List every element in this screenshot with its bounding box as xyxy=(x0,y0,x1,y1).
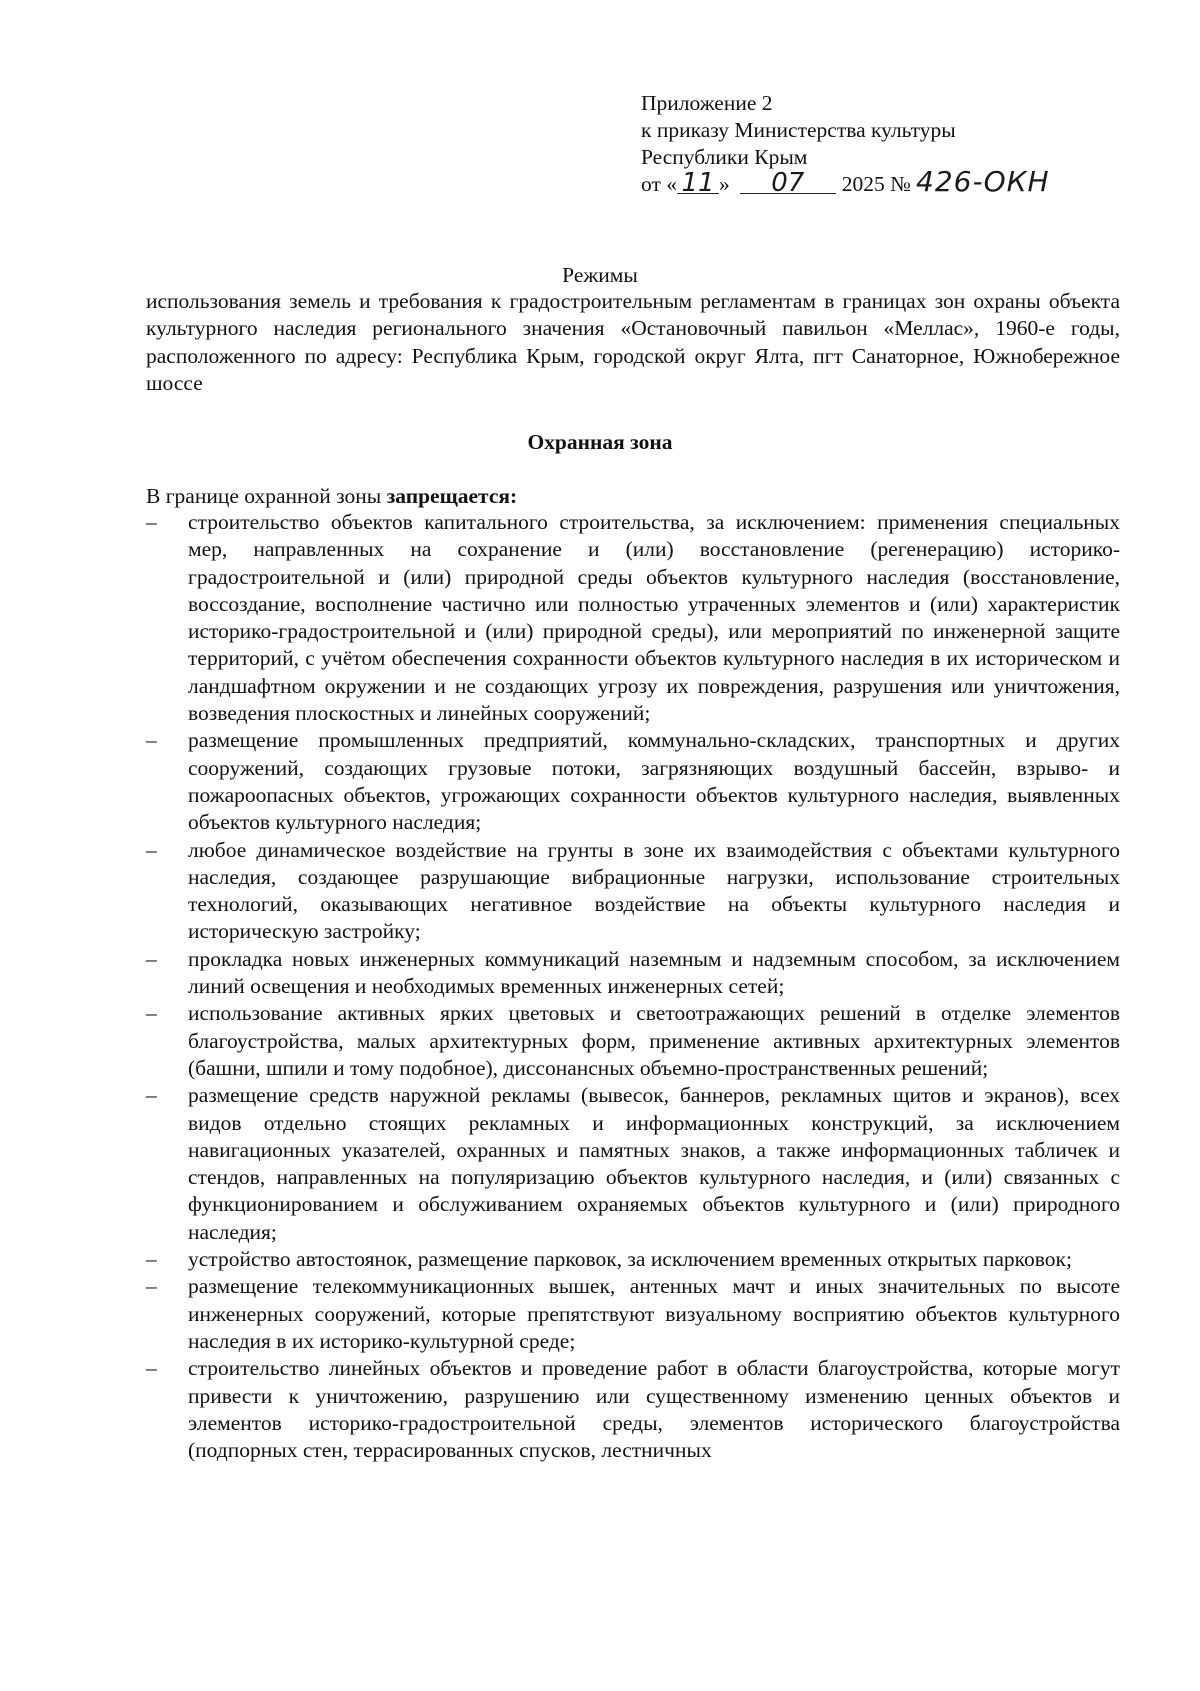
list-item-text: размещение телекоммуникационных вышек, антенных мачт и иных значительных по высоте инженерных сооружений, которые препятствуют визуальному восприятию объектов культурного наследия в их историко-культурной среде; xyxy=(188,1274,1120,1353)
list-item xyxy=(146,1246,1120,1273)
list-item-text: устройство автостоянок, размещение парковок, за исключением временных открытых парковок; xyxy=(188,1247,1072,1272)
list-item-text: использование активных ярких цветовых и светоотражающих решений в отделке элементов благоустройства, малых архитектурных форм, применение активных архитектурных элементов (башни, шпили и тому подобное), диссонансных объемно-пространственных решений; xyxy=(188,1001,1120,1080)
list-item xyxy=(146,946,1120,1001)
list-dash: – xyxy=(146,510,157,534)
intro-emphasis: запрещается: xyxy=(386,484,518,508)
appendix-line-1: Приложение 2 xyxy=(641,91,773,115)
list-dash: – xyxy=(146,728,157,753)
list-dash: – xyxy=(146,837,157,862)
list-item-text: любое динамическое воздействие на грунты в зоне их взаимодействия с объектами культурного наследия, создающее разрушающие вибрационные нагрузки, использование строительных технологий, оказывающих негативное воздействие на объекты культурного наследия и историческую застройку; xyxy=(188,837,1120,944)
handwritten-month: 07 xyxy=(740,173,836,194)
section-heading: Охранная зона xyxy=(527,430,673,454)
intro-paragraph xyxy=(146,483,517,510)
list-dash: – xyxy=(146,1083,157,1108)
list-item-text: строительство объектов капитального строительства, за исключением: применения специальных мер, направленных на сохранение и (или) восстановление (регенерацию) историко-градостроительной и (или) природной среды объектов культурного наследия (восстановление, воссоздание, восполнение частично или полностью утраченных элементов и (или) характеристик историко-градостроительной и (или) природной среды), или мероприятий по инженерной защите территорий, с учётом обеспечения сохранности объектов культурного наследия в их историческом и ландшафтном окружении и не создающих угрозу их повреждения, разрушения или уничтожения, возведения плоскостных и линейных сооружений; xyxy=(188,510,1120,726)
list-item xyxy=(146,837,1120,946)
list-item xyxy=(146,1000,1120,1082)
list-item-text: строительство линейных объектов и проведение работ в области благоустройства, которые могут привести к уничтожению, разрушению или существенному изменению ценных объектов и элементов историко-градостроительной среды, элементов исторического благоустройства (подпорных стен, террасированных спусков, лестничных xyxy=(188,1356,1120,1463)
list-item xyxy=(146,1273,1120,1355)
list-item-text: прокладка новых инженерных коммуникаций наземным и надземным способом, за исключением линий освещения и необходимых временных инженерных сетей; xyxy=(188,946,1120,999)
intro-text: В границе охранной зоны xyxy=(146,484,387,508)
order-quote-close: » xyxy=(719,172,730,196)
prohibitions-list xyxy=(146,509,1120,1464)
list-item-text: размещение промышленных предприятий, коммунально-складских, транспортных и других сооружений, создающих грузовые потоки, загрязняющих воздушный бассейн, взрыво- и пожароопасных объектов, угрожающих сохранности объектов культурного наследия, выявленных объектов культурного наследия; xyxy=(188,728,1120,835)
list-dash: – xyxy=(146,1274,157,1299)
appendix-line-3: Республики Крым xyxy=(641,145,808,169)
order-date-number-line xyxy=(641,165,1050,198)
document-title: Режимы xyxy=(562,263,638,287)
list-dash: – xyxy=(146,1356,157,1381)
handwritten-day: 11 xyxy=(677,173,719,194)
appendix-line-2: к приказу Министерства культуры xyxy=(641,118,956,142)
list-dash: – xyxy=(146,946,157,971)
list-dash: – xyxy=(146,1001,157,1026)
handwritten-order-number: 426-ОКН xyxy=(916,165,1050,198)
list-item xyxy=(146,509,1120,727)
document-subtitle: использования земель и требования к градостроительным регламентам в границах зон охраны объекта культурного наследия регионального значения «Остановочный павильон «Меллас», 1960-е годы, расположенного по адресу: Республика Крым, городской округ Ялта, пгт Санаторное, Южнобережное шоссе xyxy=(146,289,1120,395)
appendix-block xyxy=(641,90,1050,198)
order-year-label: 2025 № xyxy=(841,172,911,196)
list-item xyxy=(146,1082,1120,1246)
list-item xyxy=(146,1355,1120,1464)
order-from-label: от « xyxy=(641,172,677,196)
list-item xyxy=(146,727,1120,836)
list-dash: – xyxy=(146,1247,157,1272)
list-item-text: размещение средств наружной рекламы (вывесок, баннеров, рекламных щитов и экранов), всех видов отдельно стоящих рекламных и информационных конструкций, за исключением навигационных указателей, охранных и памятных знаков, а также информационных табличек и стендов, направленных на популяризацию объектов культурного наследия, и (или) связанных с функционированием и обслуживанием охраняемых объектов культурного и (или) природного наследия; xyxy=(188,1083,1120,1244)
